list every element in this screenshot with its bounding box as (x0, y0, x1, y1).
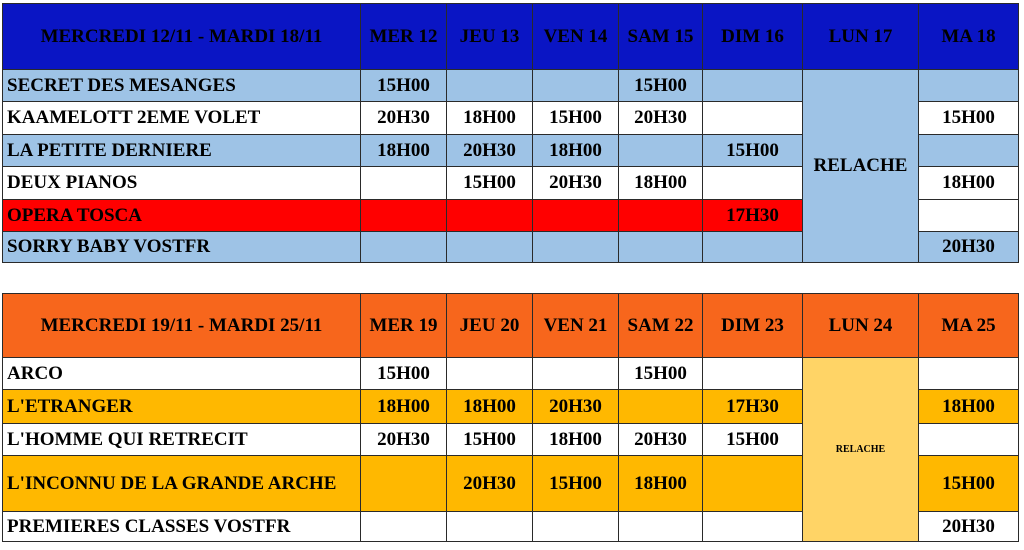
showtime-cell (703, 456, 803, 512)
showtime-cell (361, 167, 447, 200)
film-title: ARCO (3, 358, 361, 390)
showtime-cell: 20H30 (919, 232, 1019, 263)
showtime-cell (447, 200, 533, 232)
showtime-cell: 15H00 (619, 70, 703, 102)
week1-day-header: VEN 14 (533, 4, 619, 70)
film-title: DEUX PIANOS (3, 167, 361, 200)
week1-header-row (3, 4, 1019, 70)
showtime-cell (619, 512, 703, 542)
week2-schedule-table (2, 293, 1019, 542)
showtime-cell (447, 358, 533, 390)
showtime-cell: 17H30 (703, 390, 803, 424)
film-title: OPERA TOSCA (3, 200, 361, 232)
showtime-cell (703, 358, 803, 390)
film-title: SECRET DES MESANGES (3, 70, 361, 102)
week1-day-header: LUN 17 (803, 4, 919, 70)
week2-day-header: MA 25 (919, 294, 1019, 358)
showtime-cell: 15H00 (361, 358, 447, 390)
showtime-cell: 18H00 (533, 424, 619, 456)
showtime-cell: 17H30 (703, 200, 803, 232)
showtime-cell: 20H30 (619, 424, 703, 456)
showtime-cell (361, 512, 447, 542)
showtime-cell (919, 200, 1019, 232)
showtime-cell: 15H00 (919, 456, 1019, 512)
week2-day-header: SAM 22 (619, 294, 703, 358)
showtime-cell: 18H00 (533, 135, 619, 167)
film-title: L'INCONNU DE LA GRANDE ARCHE (3, 456, 361, 512)
showtime-cell: 20H30 (361, 102, 447, 135)
showtime-cell: 20H30 (533, 390, 619, 424)
showtime-cell: 18H00 (919, 167, 1019, 200)
showtime-cell (533, 512, 619, 542)
showtime-cell (447, 512, 533, 542)
week2-day-header: JEU 20 (447, 294, 533, 358)
showtime-cell: 18H00 (919, 390, 1019, 424)
showtime-cell: 20H30 (533, 167, 619, 200)
showtime-cell (361, 200, 447, 232)
showtime-cell (533, 200, 619, 232)
showtime-cell: 18H00 (361, 135, 447, 167)
film-title: LA PETITE DERNIERE (3, 135, 361, 167)
showtime-cell (619, 390, 703, 424)
week2-day-header: MER 19 (361, 294, 447, 358)
week2-day-header: LUN 24 (803, 294, 919, 358)
showtime-cell: 15H00 (533, 456, 619, 512)
showtime-cell: 18H00 (619, 456, 703, 512)
week2-body (3, 294, 1019, 542)
film-title: L'HOMME QUI RETRECIT (3, 424, 361, 456)
showtime-cell (619, 135, 703, 167)
week1-day-header: DIM 16 (703, 4, 803, 70)
showtime-cell (533, 358, 619, 390)
week2-day-header: DIM 23 (703, 294, 803, 358)
week2-header-row (3, 294, 1019, 358)
showtime-cell (361, 232, 447, 263)
showtime-cell: 15H00 (919, 102, 1019, 135)
showtime-cell: 15H00 (703, 424, 803, 456)
showtime-cell: 15H00 (361, 70, 447, 102)
showtime-cell: 18H00 (619, 167, 703, 200)
showtime-cell (533, 232, 619, 263)
showtime-cell (919, 358, 1019, 390)
showtime-cell: 15H00 (447, 167, 533, 200)
showtime-cell: 18H00 (447, 390, 533, 424)
showtime-cell: 15H00 (619, 358, 703, 390)
showtime-cell (619, 232, 703, 263)
showtime-cell (703, 232, 803, 263)
showtime-cell (447, 70, 533, 102)
showtime-cell: 20H30 (919, 512, 1019, 542)
showtime-cell (703, 102, 803, 135)
showtime-cell (619, 200, 703, 232)
week1-date-range: MERCREDI 12/11 - MARDI 18/11 (3, 4, 361, 70)
relache-cell: RELACHE (803, 70, 919, 263)
film-title: KAAMELOTT 2EME VOLET (3, 102, 361, 135)
week1-schedule-table (2, 3, 1019, 263)
showtime-cell (919, 424, 1019, 456)
film-row (3, 358, 1019, 390)
week2-date-range: MERCREDI 19/11 - MARDI 25/11 (3, 294, 361, 358)
showtime-cell (361, 456, 447, 512)
showtime-cell: 15H00 (533, 102, 619, 135)
showtime-cell: 20H30 (361, 424, 447, 456)
showtime-cell (533, 70, 619, 102)
showtime-cell: 18H00 (361, 390, 447, 424)
showtime-cell: 20H30 (447, 135, 533, 167)
showtime-cell (447, 232, 533, 263)
week1-day-header: MER 12 (361, 4, 447, 70)
film-row (3, 70, 1019, 102)
week1-day-header: JEU 13 (447, 4, 533, 70)
week2-day-header: VEN 21 (533, 294, 619, 358)
film-title: PREMIERES CLASSES VOSTFR (3, 512, 361, 542)
showtime-cell (919, 135, 1019, 167)
showtime-cell (703, 512, 803, 542)
film-title: SORRY BABY VOSTFR (3, 232, 361, 263)
relache-cell: RELACHE (803, 358, 919, 542)
week1-day-header: MA 18 (919, 4, 1019, 70)
film-title: L'ETRANGER (3, 390, 361, 424)
showtime-cell: 20H30 (447, 456, 533, 512)
showtime-cell: 20H30 (619, 102, 703, 135)
showtime-cell: 15H00 (447, 424, 533, 456)
showtime-cell: 15H00 (703, 135, 803, 167)
showtime-cell (703, 70, 803, 102)
week1-body (3, 4, 1019, 263)
week1-day-header: SAM 15 (619, 4, 703, 70)
showtime-cell (703, 167, 803, 200)
showtime-cell (919, 70, 1019, 102)
showtime-cell: 18H00 (447, 102, 533, 135)
